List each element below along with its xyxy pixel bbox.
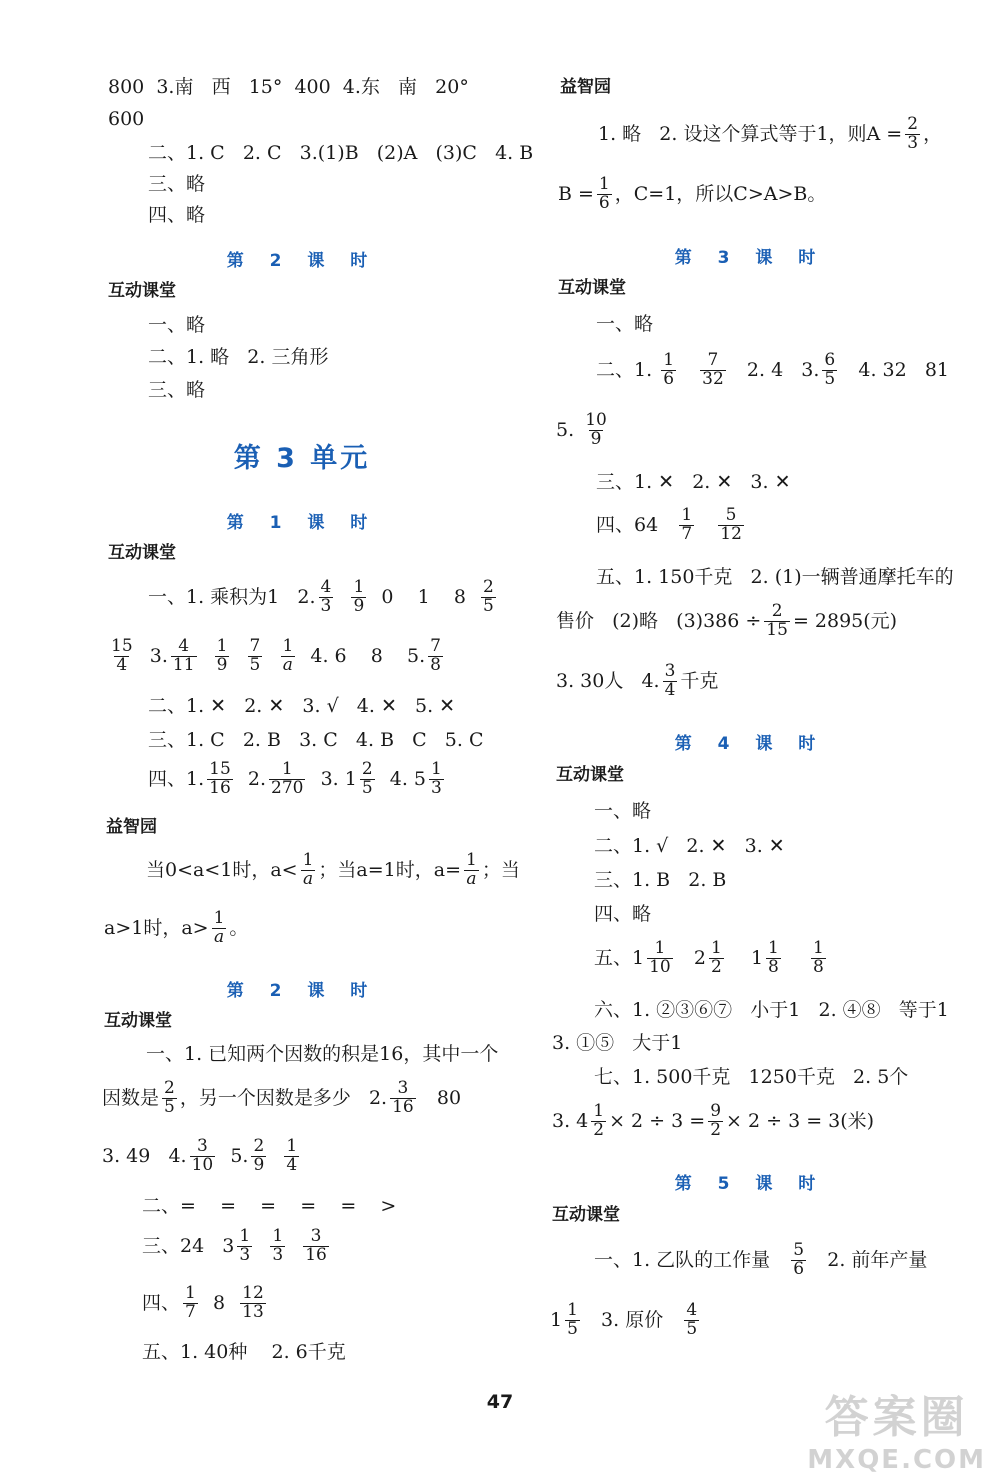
answer-line: 五、1. 150千克 2. (1)一辆普通摩托车的 bbox=[596, 566, 954, 588]
fraction: 7 32 bbox=[702, 350, 724, 389]
answer-line: 三、略 bbox=[148, 173, 206, 195]
answer-line: 六、1. ②③⑥⑦ 小于1 2. ④⑧ 等于1 bbox=[594, 999, 949, 1021]
fraction: 10 9 bbox=[585, 410, 607, 449]
answer-line: 1. 略 2. 设这个算式等于1，则A = $\frac{2}{3}$ ， bbox=[598, 114, 943, 153]
fraction: 1 3 bbox=[272, 1226, 284, 1265]
answer-line: 三、24 3 1 3 1 3 3 16 bbox=[142, 1226, 327, 1265]
fraction: $\frac{2}{3}$ bbox=[907, 114, 919, 153]
lesson-title: 第 4 课 时 bbox=[674, 734, 826, 754]
fraction: 7 5 bbox=[249, 636, 261, 675]
fraction: 1 7 bbox=[681, 505, 693, 544]
fraction: 5 12 bbox=[720, 505, 742, 544]
section-heading: 益智园 bbox=[106, 817, 157, 837]
fraction: 1 a bbox=[302, 850, 314, 889]
fraction: 2 5 bbox=[164, 1078, 175, 1117]
answer-line: 七、1. 500千克 1250千克 2. 5个 bbox=[594, 1066, 909, 1088]
section-heading: 互动课堂 bbox=[552, 1205, 620, 1225]
fraction: 1 4 bbox=[286, 1136, 298, 1175]
fraction: 3 16 bbox=[305, 1226, 327, 1265]
fraction: 1 9 bbox=[353, 577, 365, 616]
watermark-logo bbox=[807, 1381, 986, 1475]
fraction: 6 5 bbox=[824, 350, 836, 389]
answer-line: 当0<a<1时，a< 1 a ；当a=1时，a= $\frac{1}{a}$ ；当 bbox=[146, 850, 520, 889]
answer-line: 3. 49 4. 3 10 5. 2 9 1 4 bbox=[102, 1136, 298, 1175]
fraction: 2 9 bbox=[253, 1136, 265, 1175]
answer-line: 三、1. C 2. B 3. C 4. B C 5. C bbox=[148, 729, 484, 751]
fraction: 1 a bbox=[213, 908, 225, 947]
answer-line: 一、略 bbox=[148, 314, 206, 336]
answer-line: 二、= = = = = > bbox=[142, 1195, 397, 1217]
answer-line: 600 bbox=[108, 108, 145, 130]
answer-line: 因数是 2 5 ，另一个因数是多少 2. 3 16 80 bbox=[102, 1078, 462, 1117]
section-heading: 互动课堂 bbox=[558, 278, 626, 298]
fraction: 1 10 bbox=[649, 938, 671, 977]
fraction: 1 3 bbox=[239, 1226, 251, 1265]
fraction: $\frac{1}{6}$ bbox=[598, 174, 610, 213]
section-heading: 互动课堂 bbox=[104, 1011, 172, 1031]
watermark-text: 答案圈 bbox=[824, 1392, 969, 1443]
fraction: $\frac{9}{2}$ bbox=[710, 1101, 722, 1140]
lesson-title: 第 2 课 时 bbox=[226, 981, 378, 1001]
page-number: 47 bbox=[486, 1391, 514, 1413]
answer-line: 3. ①⑤ 大于1 bbox=[552, 1032, 683, 1054]
fraction: 4 5 bbox=[686, 1300, 698, 1339]
section-heading: 益智园 bbox=[560, 77, 611, 97]
answer-line: 三、1. B 2. B bbox=[594, 869, 727, 891]
fraction: 1 8 bbox=[813, 938, 824, 977]
fraction: 15 16 bbox=[209, 759, 231, 798]
fraction: 1 8 bbox=[768, 938, 779, 977]
answer-line: 四、1. 15 16 2. 1 270 3. 1 2 5 4. 5 1 3 bbox=[148, 759, 442, 798]
fraction: 4 3 bbox=[320, 577, 332, 616]
answer-line: 五、1 1 10 2 1 2 1 1 8 1 8 bbox=[594, 938, 824, 977]
answer-line: 三、略 bbox=[148, 379, 206, 401]
answer-line: 一、1. 乘积为1 2. 4 3 1 9 0 1 8 2 5 bbox=[148, 577, 494, 616]
fraction: 7 8 bbox=[430, 636, 441, 675]
answer-line: 15 4 3. 4 11 1 9 7 5 1 a 4. 6 8 5. 7 8 bbox=[111, 636, 441, 675]
fraction: 4 11 bbox=[172, 636, 195, 675]
answer-line: 800 3.南 西 15° 400 4.东 南 20° bbox=[108, 76, 469, 98]
fraction: 5 6 bbox=[793, 1240, 805, 1279]
fraction: 3 16 bbox=[392, 1078, 414, 1117]
fraction: 15 4 bbox=[111, 636, 133, 675]
fraction: 1 a bbox=[282, 636, 294, 675]
lesson-title: 第 5 课 时 bbox=[674, 1174, 826, 1194]
answer-line: 5. 10 9 bbox=[556, 410, 607, 449]
answer-line: 一、1. 乙队的工作量 5 6 2. 前年产量 bbox=[594, 1240, 928, 1279]
fraction: $\frac{1}{a}$ bbox=[466, 850, 477, 889]
fraction: 2 5 bbox=[483, 577, 494, 616]
section-heading: 互动课堂 bbox=[108, 281, 176, 301]
fraction: 1 7 bbox=[185, 1283, 196, 1322]
answer-line: 一、略 bbox=[596, 313, 654, 335]
answer-line: 二、1. √ 2. ✕ 3. ✕ bbox=[594, 835, 785, 857]
answer-line: 一、略 bbox=[594, 800, 652, 822]
fraction: 1 3 bbox=[431, 759, 442, 798]
answer-line: 四、略 bbox=[148, 204, 206, 226]
fraction: 3 10 bbox=[191, 1136, 214, 1175]
fraction: 1 2 bbox=[710, 938, 722, 977]
section-heading: 互动课堂 bbox=[556, 765, 624, 785]
fraction: 1 270 bbox=[271, 759, 304, 798]
section-heading: 互动课堂 bbox=[108, 543, 176, 563]
answer-line: 三、1. ✕ 2. ✕ 3. ✕ bbox=[596, 471, 791, 493]
answer-line: B = $\frac{1}{6}$ ，C=1，所以C>A>B。 bbox=[558, 174, 827, 213]
lesson-title: 第 2 课 时 bbox=[226, 251, 378, 271]
answer-line: a>1时，a> 1 a 。 bbox=[104, 908, 249, 947]
answer-line: 3. 4 $\frac{1}{2}$ × 2 ÷ 3 = $\frac{9}{2}$ × 2 ÷ 3 = 3(米) bbox=[552, 1101, 875, 1140]
answer-line: 四、64 1 7 5 12 bbox=[596, 505, 742, 544]
answer-line: 3. 30人 4. 3 4 千克 bbox=[556, 661, 719, 700]
answer-line: 四、 1 7 8 12 13 bbox=[142, 1283, 264, 1322]
answer-line: 1 1 5 3. 原价 4 5 bbox=[550, 1300, 698, 1339]
answer-line: 售价 (2)略 (3)386 ÷ $\frac{2}{15}$ = 2895(元) bbox=[556, 601, 898, 640]
watermark-url: MXQE.COM bbox=[807, 1445, 986, 1475]
fraction: 12 13 bbox=[242, 1283, 264, 1322]
answer-line: 四、略 bbox=[594, 903, 652, 925]
fraction: 1 6 bbox=[663, 350, 675, 389]
fraction: 3 4 bbox=[664, 661, 676, 700]
answer-line: 二、1. 1 6 7 32 2. 4 3. 6 5 4. 32 81 bbox=[596, 350, 950, 389]
answer-line: 二、1. ✕ 2. ✕ 3. √ 4. ✕ 5. ✕ bbox=[148, 695, 456, 717]
fraction: 1 5 bbox=[567, 1300, 578, 1339]
answer-line: 二、1. 略 2. 三角形 bbox=[148, 346, 329, 368]
answer-line: 二、1. C 2. C 3.(1)B (2)A (3)C 4. B bbox=[148, 142, 534, 164]
fraction: 2 5 bbox=[361, 759, 373, 798]
fraction: $\frac{2}{15}$ bbox=[766, 601, 788, 640]
lesson-title: 第 3 课 时 bbox=[674, 248, 826, 268]
fraction: $\frac{1}{2}$ bbox=[593, 1101, 605, 1140]
fraction: 1 9 bbox=[216, 636, 228, 675]
answer-line: 一、1. 已知两个因数的积是16，其中一个 bbox=[146, 1043, 499, 1065]
unit-title: 第 3 单元 bbox=[233, 443, 371, 474]
answer-line: 五、1. 40种 2. 6千克 bbox=[142, 1341, 346, 1363]
lesson-title: 第 1 课 时 bbox=[226, 513, 378, 533]
